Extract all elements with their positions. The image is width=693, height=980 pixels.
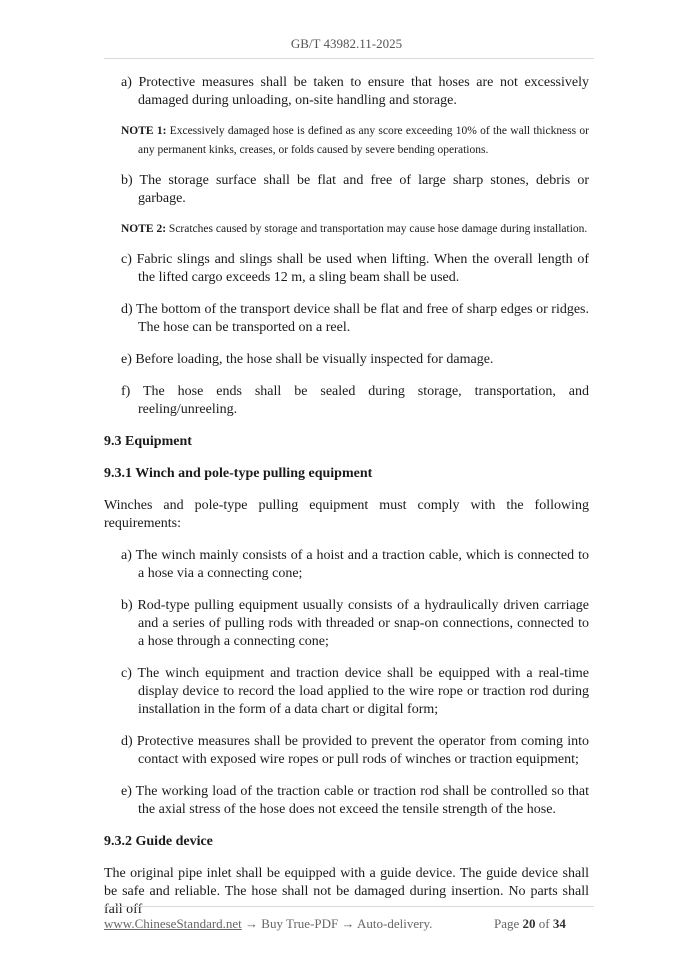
delivery-text: Auto-delivery. [357, 916, 433, 931]
list-item: f) The hose ends shall be sealed during storage, transportation, and reeling/unreeling. [121, 384, 589, 417]
page-total: 34 [552, 916, 566, 931]
list-item: a) The winch mainly consists of a hoist and a traction cable, which is connected to a hose via a connecting cone; [121, 548, 589, 581]
subsection-heading: 9.3.2 Guide device [104, 834, 213, 849]
page-current: 20 [522, 916, 536, 931]
page-label: Page [494, 916, 520, 931]
section-heading: 9.3 Equipment [104, 434, 192, 449]
site-link[interactable]: www.ChineseStandard.net [104, 916, 242, 931]
page-of: of [538, 916, 550, 931]
document-header: GB/T 43982.11-2025 [290, 36, 403, 51]
header-divider [104, 58, 594, 59]
note-label: NOTE 2: [121, 223, 167, 235]
list-item: e) The working load of the traction cable or traction rod shall be controlled so that the axial stress of the hose does not exceed the tensile strength of the hose. [121, 784, 589, 817]
note-text: Scratches caused by storage and transportation may cause hose damage during installation. [168, 223, 588, 235]
list-item: d) Protective measures shall be provided to prevent the operator from coming into contact with exposed wire ropes or pull rods of winches or traction equipment; [121, 734, 589, 767]
note-label: NOTE 1: [121, 125, 167, 137]
list-item: b) Rod-type pulling equipment usually consists of a hydraulically driven carriage and a series of pulling rods with threaded or snap-on connections, connected to a hose through a connecting cone; [121, 598, 589, 649]
note-1 [104, 122, 589, 160]
list-item: c) The winch equipment and traction device shall be equipped with a real-time display device to record the load applied to the wire rope or traction rod during installation in the form of a data chart or digital form; [121, 666, 589, 717]
footer-promo [104, 916, 432, 932]
paragraph: The original pipe inlet shall be equipped with a guide device. The guide device shall be safe and reliable. The hose shall not be damaged during insertion. No parts shall fall off [104, 866, 589, 917]
list-item: d) The bottom of the transport device shall be flat and free of sharp edges or ridges. The hose can be transported on a reel. [121, 302, 589, 335]
list-item: b) The storage surface shall be flat and free of large sharp stones, debris or garbage. [121, 173, 589, 206]
list-item: c) Fabric slings and slings shall be used when lifting. When the overall length of the lifted cargo exceeds 12 m, a sling beam shall be used. [121, 252, 589, 285]
note-2 [104, 220, 589, 239]
note-text: Excessively damaged hose is defined as any score exceeding 10% of the wall thickness or any permanent kinks, creases, or folds caused by severe bending operations. [138, 125, 589, 156]
footer-divider [104, 906, 594, 907]
page-indicator [494, 916, 566, 932]
arrow-icon: → [338, 916, 358, 931]
list-item: e) Before loading, the hose shall be visually inspected for damage. [121, 352, 494, 367]
arrow-icon: → [241, 916, 262, 931]
paragraph: Winches and pole-type pulling equipment must comply with the following requirements: [104, 498, 589, 531]
subsection-heading: 9.3.1 Winch and pole-type pulling equipment [104, 466, 373, 481]
buy-link: Buy True-PDF [261, 916, 339, 931]
page-content [104, 74, 589, 933]
list-item: a) Protective measures shall be taken to ensure that hoses are not excessively damaged during unloading, on-site handling and storage. [121, 75, 589, 108]
